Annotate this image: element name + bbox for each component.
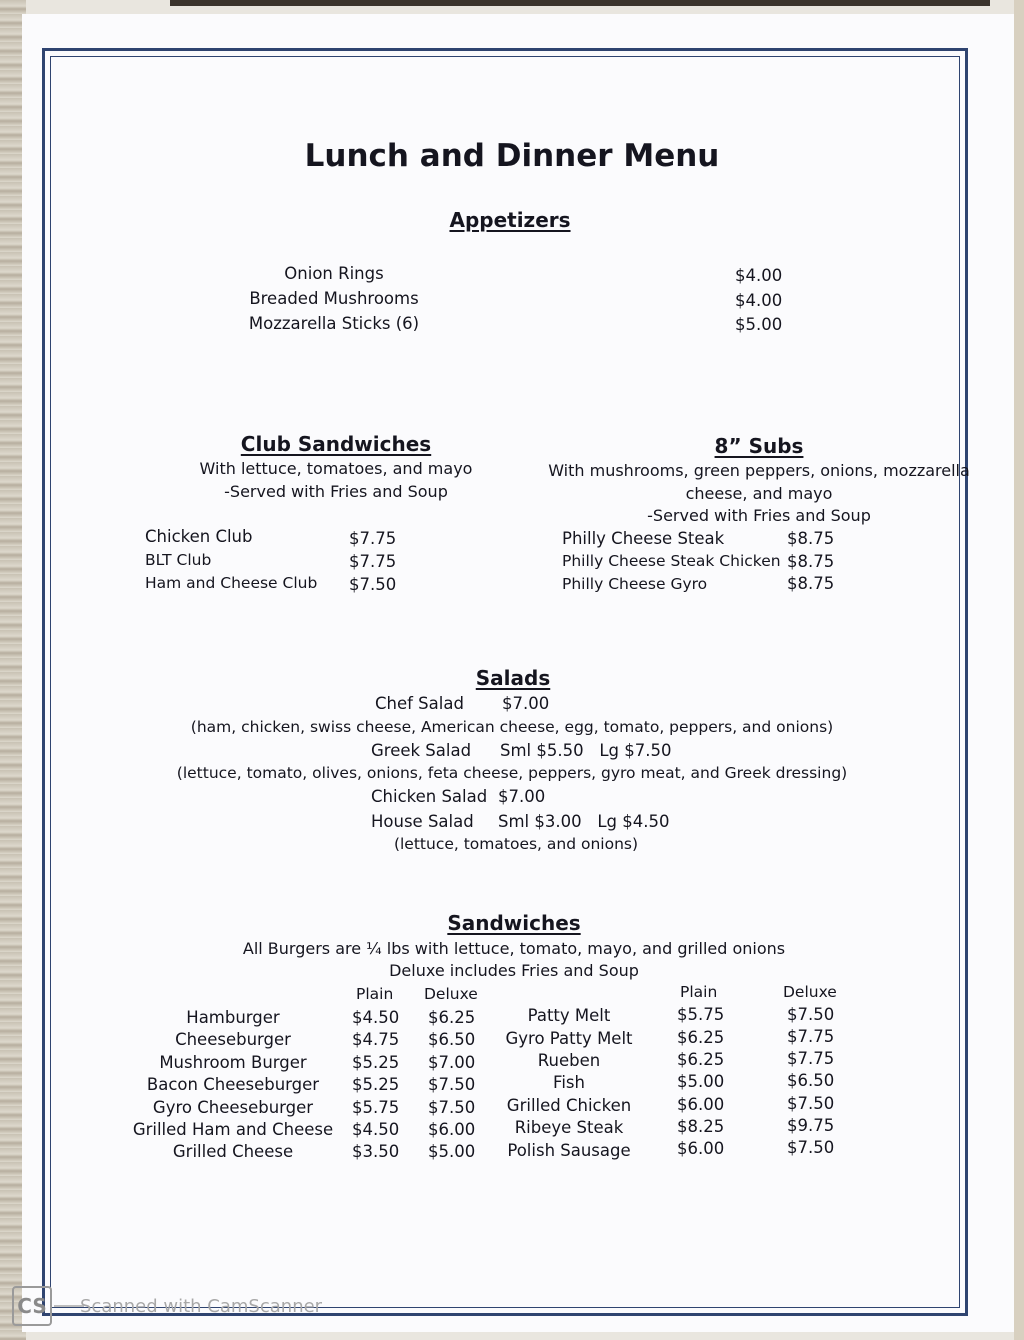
sandwich-plain-price: $5.75 — [677, 1005, 725, 1024]
sandwich-deluxe-price: $5.00 — [428, 1142, 476, 1161]
sandwich-name: Rueben — [537, 1051, 601, 1070]
sandwich-plain-price: $4.75 — [352, 1030, 400, 1049]
salad-price: $7.00 — [502, 694, 550, 713]
sandwiches-heading: Sandwiches — [447, 911, 581, 935]
salads-heading: Salads — [475, 666, 551, 690]
sandwich-deluxe-price: $6.50 — [787, 1071, 835, 1090]
plain-column-header: Plain — [680, 983, 718, 1001]
sandwich-deluxe-price: $7.50 — [787, 1138, 835, 1157]
sandwich-plain-price: $5.25 — [352, 1053, 400, 1072]
sandwich-plain-price: $8.25 — [677, 1117, 725, 1136]
salad-name: Chicken Salad — [371, 787, 488, 806]
sandwich-name: Grilled Cheese — [172, 1142, 294, 1161]
club-item-name: BLT Club — [145, 551, 212, 569]
club-served-with: -Served with Fries and Soup — [224, 482, 448, 501]
salad-description: (ham, chicken, swiss cheese, American cheese, egg, tomato, peppers, and onions) — [190, 718, 834, 736]
appetizer-price: $4.00 — [735, 291, 783, 310]
subs-heading: 8” Subs — [714, 434, 804, 458]
salad-description: (lettuce, tomatoes, and onions) — [393, 835, 639, 853]
club-item-name: Ham and Cheese Club — [145, 574, 318, 592]
sandwich-name: Gyro Cheeseburger — [152, 1098, 314, 1117]
salad-price: Sml $5.50 Lg $7.50 — [500, 741, 672, 760]
sub-item-name: Philly Cheese Steak — [562, 529, 725, 548]
sandwich-plain-price: $6.25 — [677, 1028, 725, 1047]
sandwich-name: Bacon Cheeseburger — [146, 1075, 320, 1094]
top-strip — [170, 0, 990, 6]
sandwich-deluxe-price: $7.75 — [787, 1049, 835, 1068]
sandwich-name: Fish — [553, 1073, 585, 1092]
sandwich-name: Grilled Chicken — [506, 1096, 632, 1115]
sandwich-name: Ribeye Steak — [514, 1118, 624, 1137]
sub-item-name: Philly Cheese Gyro — [562, 575, 708, 593]
sandwich-plain-price: $4.50 — [352, 1008, 400, 1027]
salad-name: Chef Salad — [375, 694, 464, 713]
sandwiches-description: All Burgers are ¼ lbs with lettuce, tomato, mayo, and grilled onions — [242, 939, 786, 958]
deluxe-column-header: Deluxe — [783, 983, 837, 1001]
sandwich-deluxe-price: $6.00 — [428, 1120, 476, 1139]
sandwich-deluxe-price: $7.75 — [787, 1027, 835, 1046]
subs-description-line2: cheese, and mayo — [685, 484, 833, 503]
sandwich-plain-price: $6.00 — [677, 1095, 725, 1114]
appetizer-price: $4.00 — [735, 266, 783, 285]
plain-column-header: Plain — [356, 985, 394, 1003]
salad-name: Greek Salad — [371, 741, 472, 760]
salad-name: House Salad — [371, 812, 474, 831]
subs-description-line1: With mushrooms, green peppers, onions, mozzarella — [548, 461, 970, 480]
salad-description: (lettuce, tomato, olives, onions, feta cheese, peppers, gyro meat, and Greek dressing) — [176, 764, 848, 782]
sandwich-deluxe-price: $7.00 — [428, 1053, 476, 1072]
sub-item-name: Philly Cheese Steak Chicken — [562, 552, 781, 570]
club-description: With lettuce, tomatoes, and mayo — [199, 459, 473, 478]
sandwich-plain-price: $4.50 — [352, 1120, 400, 1139]
sandwich-name: Mushroom Burger — [159, 1053, 307, 1072]
club-item-price: $7.75 — [349, 552, 397, 571]
subs-served-with: -Served with Fries and Soup — [647, 506, 871, 525]
sandwich-deluxe-price: $9.75 — [787, 1116, 835, 1135]
right-strip — [1014, 0, 1024, 1340]
camscanner-logo: CS — [12, 1286, 52, 1326]
sandwich-plain-price: $6.00 — [677, 1139, 725, 1158]
sandwich-deluxe-price: $7.50 — [428, 1075, 476, 1094]
salad-price: $7.00 — [498, 787, 546, 806]
sandwich-deluxe-price: $6.50 — [428, 1030, 476, 1049]
salad-price: Sml $3.00 Lg $4.50 — [498, 812, 670, 831]
sandwich-plain-price: $6.25 — [677, 1050, 725, 1069]
appetizers-heading: Appetizers — [449, 208, 571, 232]
menu-title: Lunch and Dinner Menu — [304, 138, 720, 174]
sandwich-name: Cheeseburger — [175, 1030, 291, 1049]
sandwiches-deluxe-note: Deluxe includes Fries and Soup — [389, 961, 639, 980]
sandwich-name: Polish Sausage — [507, 1141, 631, 1160]
club-item-price: $7.75 — [349, 529, 397, 548]
sandwich-name: Gyro Patty Melt — [505, 1029, 633, 1048]
club-item-price: $7.50 — [349, 575, 397, 594]
club-sandwiches-heading: Club Sandwiches — [240, 432, 432, 456]
sandwich-name: Patty Melt — [527, 1006, 611, 1025]
sandwich-name: Grilled Ham and Cheese — [132, 1120, 334, 1139]
deluxe-column-header: Deluxe — [424, 985, 478, 1003]
sandwich-deluxe-price: $7.50 — [787, 1005, 835, 1024]
sandwich-deluxe-price: $6.25 — [428, 1008, 476, 1027]
sub-item-price: $8.75 — [787, 574, 835, 593]
appetizer-price: $5.00 — [735, 315, 783, 334]
appetizer-name: Breaded Mushrooms — [249, 289, 419, 308]
sandwich-plain-price: $5.00 — [677, 1072, 725, 1091]
sandwich-name: Hamburger — [186, 1008, 280, 1027]
sandwich-plain-price: $5.25 — [352, 1075, 400, 1094]
sandwich-deluxe-price: $7.50 — [787, 1094, 835, 1113]
appetizer-name: Onion Rings — [284, 264, 384, 283]
club-item-name: Chicken Club — [145, 527, 253, 546]
sandwich-deluxe-price: $7.50 — [428, 1098, 476, 1117]
appetizer-name: Mozzarella Sticks (6) — [248, 314, 420, 333]
sub-item-price: $8.75 — [787, 529, 835, 548]
sandwich-plain-price: $5.75 — [352, 1098, 400, 1117]
sub-item-price: $8.75 — [787, 552, 835, 571]
sandwich-plain-price: $3.50 — [352, 1142, 400, 1161]
camscanner-watermark: Scanned with CamScanner — [80, 1296, 323, 1317]
